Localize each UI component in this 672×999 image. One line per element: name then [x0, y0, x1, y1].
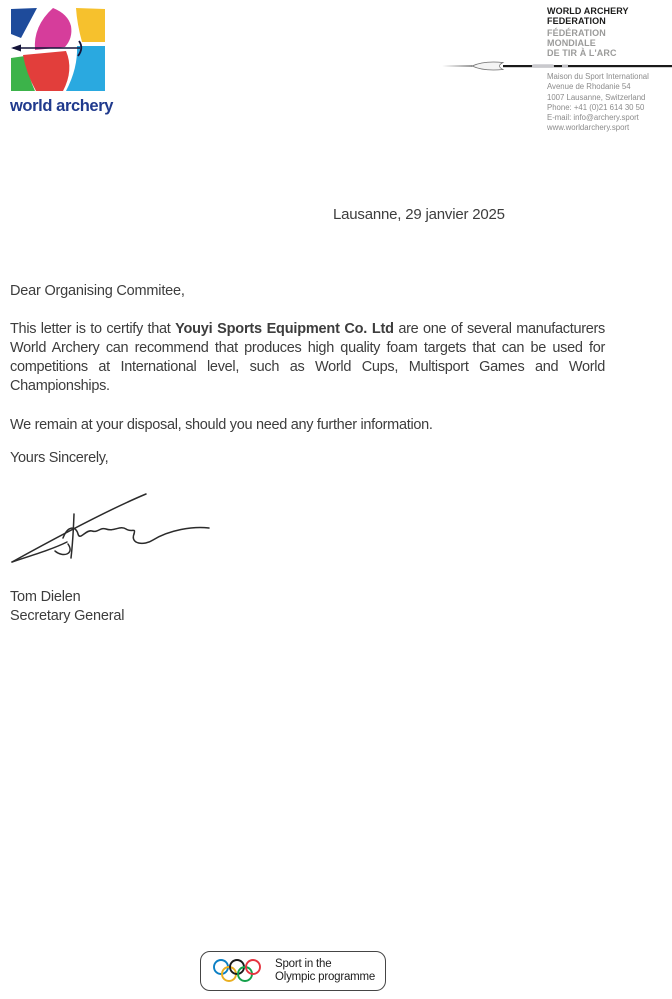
org-name-fr-line2: MONDIALE	[547, 37, 596, 48]
closing-line: Yours Sincerely,	[10, 450, 109, 466]
world-archery-wordmark: world archery	[10, 97, 114, 115]
address-line-phone: Phone: +41 (0)21 614 30 50	[547, 102, 645, 112]
olympic-rings-icon	[212, 957, 264, 985]
address-line: 1007 Lausanne, Switzerland	[547, 92, 646, 102]
body-paragraph-2: We remain at your disposal, should you need any further information.	[10, 417, 433, 433]
org-name-fr-line1: FÉDÉRATION	[547, 27, 606, 38]
salutation: Dear Organising Commitee,	[10, 283, 185, 299]
olympic-programme-label-line1: Sport in the	[275, 957, 332, 970]
olympic-programme-label-line2: Olympic programme	[275, 971, 376, 983]
org-name-fr-line3: DE TIR À L'ARC	[547, 48, 617, 59]
address-line: Avenue de Rhodanie 54	[547, 82, 631, 92]
org-name-en-line1: WORLD ARCHERY	[547, 6, 629, 16]
signature-image	[5, 483, 215, 575]
body-paragraph-1	[10, 320, 605, 396]
body-text: are one of several manufacturers World Archery can recommend that produces high quality foam targets that can be used for competitions at International level, such as World Cups, Multisport Games and World Championships.	[10, 321, 605, 394]
address-line-website: www.worldarchery.sport	[547, 123, 630, 133]
body-text: This letter is to certify that	[10, 321, 176, 337]
letterhead-address	[547, 72, 649, 134]
world-archery-logo-icon	[10, 8, 106, 93]
olympic-programme-badge	[200, 951, 386, 991]
address-line: Maison du Sport International	[547, 72, 649, 81]
letterhead-org-names	[547, 6, 629, 58]
signer-title: Secretary General	[10, 608, 125, 624]
manufacturer-name: Youyi Sports Equipment Co. Ltd	[175, 321, 394, 337]
signer-name: Tom Dielen	[10, 589, 81, 605]
world-archery-logo	[10, 8, 120, 116]
address-line-email: E-mail: info@archery.sport	[547, 113, 639, 123]
org-name-en-line2: FEDERATION	[547, 16, 606, 27]
olympic-programme-label	[275, 958, 375, 985]
signer-block	[10, 588, 124, 626]
arrow-icon	[440, 60, 672, 72]
dateline: Lausanne, 29 janvier 2025	[333, 206, 505, 223]
